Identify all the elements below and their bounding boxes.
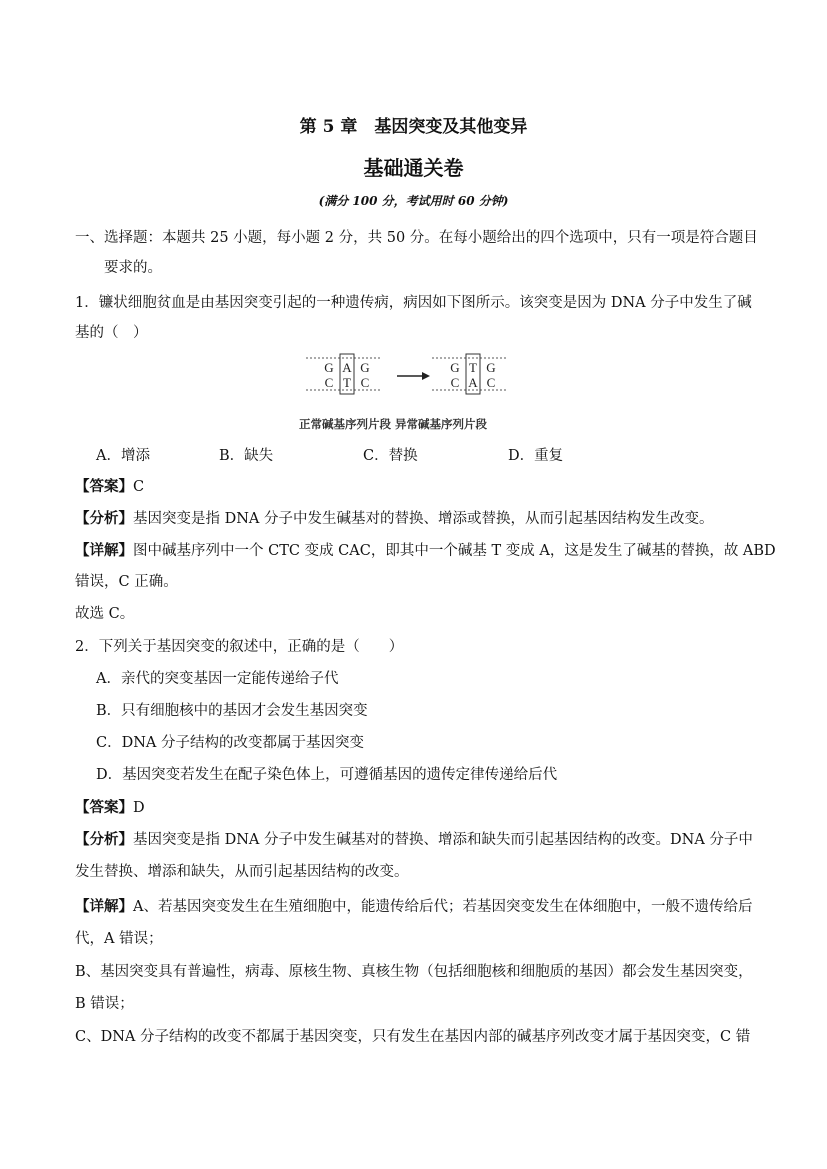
base-n-bot-2: T — [343, 375, 351, 390]
arrow-right-icon — [397, 372, 430, 380]
answer-label: 【答案】 — [75, 799, 133, 816]
section-instruction: 一、选择题：本题共 25 小题，每小题 2 分，共 50 分。在每小题给出的四个选项中，只有一项是符合题目 — [75, 230, 758, 246]
base-a-top-2: T — [469, 360, 477, 375]
detail-label: 【详解】 — [75, 898, 133, 915]
q2-detail-3: B、基因突变具有普遍性，病毒、原核生物、真核生物（包括细胞核和细胞质的基因）都会发生基因突变， — [75, 964, 753, 980]
q2-detail — [75, 897, 752, 917]
answer-value: D — [133, 800, 145, 816]
q1-stem-cont: 基的（ ） — [75, 325, 148, 341]
detail-text: 图中碱基序列中一个 CTC 变成 CAC，即其中一个碱基 T 变成 A，这是发生了碱基的替换，故 ABD — [133, 543, 776, 559]
base-a-top-3: G — [486, 360, 496, 375]
q2-option-d: D．基因突变若发生在配子染色体上，可遵循基因的遗传定律传递给后代 — [96, 767, 558, 783]
q1-option-b: B．缺失 — [219, 448, 274, 464]
exam-subtitle: 基础通关卷 — [363, 156, 464, 180]
detail-text: A、若基因突变发生在生殖细胞中，能遗传给后代；若基因突变发生在体细胞中，一般不遗传给后 — [133, 899, 753, 915]
q2-analysis-cont: 发生替换、增添和缺失，从而引起基因结构的改变。 — [75, 864, 409, 880]
q1-detail-cont: 错误，C 正确。 — [75, 574, 178, 590]
base-a-bot-2: A — [468, 375, 478, 390]
q2-stem: 2．下列关于基因突变的叙述中，正确的是（ ） — [75, 639, 404, 655]
analysis-label: 【分析】 — [75, 831, 133, 848]
base-n-bot-1: C — [324, 375, 334, 390]
analysis-text: 基因突变是指 DNA 分子中发生碱基对的替换、增添和缺失而引起基因结构的改变。DNA 分子中 — [133, 832, 753, 848]
analysis-text: 基因突变是指 DNA 分子中发生碱基对的替换、增添或替换，从而引起基因结构发生改变。 — [133, 511, 714, 527]
base-n-top-1: G — [324, 360, 334, 375]
q1-conclusion: 故选 C。 — [75, 606, 135, 622]
q2-option-b: B．只有细胞核中的基因才会发生基因突变 — [96, 703, 368, 719]
q2-answer — [75, 798, 145, 818]
base-n-top-2: A — [342, 360, 352, 375]
q1-option-a: A．增添 — [96, 448, 150, 464]
q1-option-c: C．替换 — [363, 448, 418, 464]
section-instruction-cont: 要求的。 — [104, 260, 162, 276]
q2-option-a: A．亲代的突变基因一定能传递给子代 — [96, 671, 339, 687]
q2-detail-4: B 错误； — [75, 996, 134, 1012]
q2-detail-5: C、DNA 分子结构的改变不都属于基因突变，只有发生在基因内部的碱基序列改变才属于基因突变，C 错 — [75, 1029, 751, 1045]
analysis-label: 【分析】 — [75, 510, 133, 527]
chapter-title: 第 5 章 基因突变及其他变异 — [299, 117, 528, 137]
answer-label: 【答案】 — [75, 478, 133, 495]
q1-analysis — [75, 509, 714, 529]
q1-option-d: D．重复 — [508, 448, 564, 464]
base-a-bot-1: C — [450, 375, 460, 390]
q2-option-c: C．DNA 分子结构的改变都属于基因突变 — [96, 735, 364, 751]
q1-stem: 1．镰状细胞贫血是由基因突变引起的一种遗传病，病因如下图所示。该突变是因为 DNA 分子中发生了碱 — [75, 295, 752, 311]
q1-detail — [75, 541, 776, 561]
answer-value: C — [133, 479, 145, 495]
base-n-bot-3: C — [360, 375, 370, 390]
exam-note: (满分 100 分，考试用时 60 分钟) — [318, 194, 509, 208]
q2-analysis — [75, 830, 753, 850]
q2-detail-2: 代，A 错误； — [75, 931, 163, 947]
base-n-top-3: G — [360, 360, 370, 375]
detail-label: 【详解】 — [75, 542, 133, 559]
q1-answer — [75, 477, 144, 497]
base-a-top-1: G — [450, 360, 460, 375]
base-a-bot-3: C — [486, 375, 496, 390]
figure-caption: 正常碱基序列片段 异常碱基序列片段 — [299, 417, 488, 431]
